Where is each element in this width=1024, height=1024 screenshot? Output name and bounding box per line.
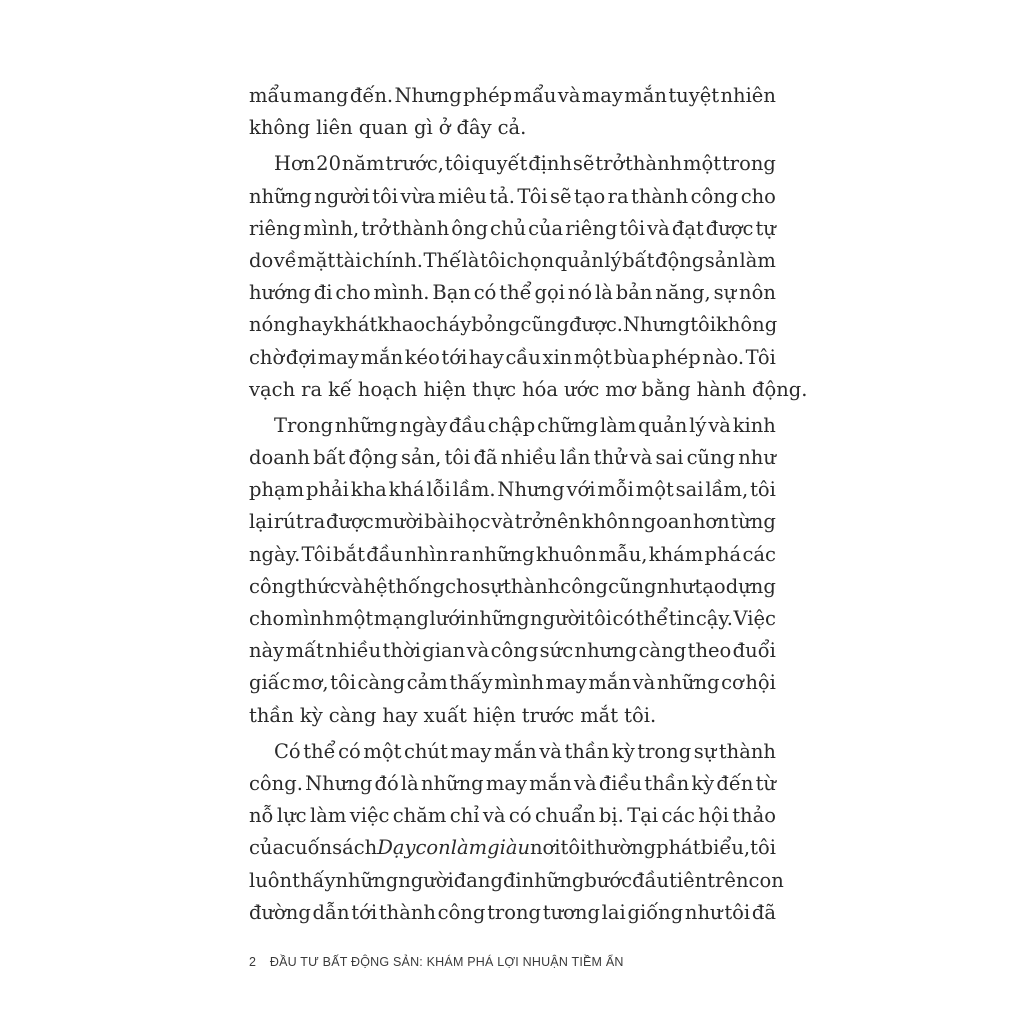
text-line: đường dẫn tới thành công trong tương lai giống như tôi đã xyxy=(249,900,776,924)
text-line: cho mình một mạng lưới những người tôi có thể tin cậy. Việc xyxy=(249,607,776,630)
text-line: Trong những ngày đầu chập chững làm quản lý và kinh xyxy=(274,413,776,437)
text-line: không liên quan gì ở đây cả. xyxy=(249,116,527,140)
text-line: nỗ lực làm việc chăm chỉ và có chuẩn bị. Tại các hội thảo xyxy=(249,804,776,828)
text-line: giấc mơ, tôi càng cảm thấy mình may mắn và những cơ hội xyxy=(249,671,776,695)
running-title: ĐẦU TƯ BẤT ĐỘNG SẢN: KHÁM PHÁ LỢI NHUẬN TIỀM ẨN xyxy=(269,955,624,969)
text-line: công thức và hệ thống cho sự thành công cũng như tạo dựng xyxy=(249,574,776,598)
paragraph xyxy=(249,736,784,929)
text-line: do về mặt tài chính. Thế là tôi chọn quản lý bất động sản làm xyxy=(249,248,776,272)
paragraph xyxy=(249,80,776,144)
text-line: chờ đợi may mắn kéo tới hay cầu xin một bùa phép nào. Tôi xyxy=(249,345,776,369)
text-line: riêng mình, trở thành ông chủ của riêng tôi và đạt được tự xyxy=(249,216,776,240)
paragraph xyxy=(249,148,808,406)
text-line: mẩu mang đến. Nhưng phép mẩu và may mắn tuyệt nhiên xyxy=(249,84,776,107)
text-line: lại rút ra được mười bài học và trở nên khôn ngoan hơn từng xyxy=(249,510,776,534)
text-line: hướng đi cho mình. Bạn có thể gọi nó là bản năng, sự nôn xyxy=(249,281,776,305)
paragraph xyxy=(249,410,776,732)
running-footer xyxy=(249,955,624,969)
text-line: những người tôi vừa miêu tả. Tôi sẽ tạo ra thành công cho xyxy=(249,184,776,208)
text-line: thần kỳ càng hay xuất hiện trước mắt tôi. xyxy=(249,703,657,727)
text-line: phạm phải kha khá lỗi lầm. Nhưng với mỗi một sai lầm, tôi xyxy=(249,478,776,502)
text-line: vạch ra kế hoạch hiện thực hóa ước mơ bằng hành động. xyxy=(249,377,808,401)
page-number: 2 xyxy=(249,955,257,969)
text-line: nóng hay khát khao cháy bỏng cũng được. Nhưng tôi không xyxy=(249,313,778,337)
text-line: công. Nhưng đó là những may mắn và điều thần kỳ đến từ xyxy=(249,771,776,795)
text-line: Có thể có một chút may mắn và thần kỳ trong sự thành xyxy=(274,739,776,763)
body-text xyxy=(249,80,808,929)
text-line: của cuốn sách Dạy con làm giàu nơi tôi thường phát biểu, tôi xyxy=(249,836,776,860)
text-line: ngày. Tôi bắt đầu nhìn ra những khuôn mẫu, khám phá các xyxy=(249,542,776,566)
text-line: Hơn 20 năm trước, tôi quyết định sẽ trở thành một trong xyxy=(274,152,776,176)
text-line: này mất nhiều thời gian và công sức nhưng càng theo đuổi xyxy=(249,639,776,663)
text-line: doanh bất động sản, tôi đã nhiều lần thử và sai cũng như xyxy=(249,446,776,470)
text-line: luôn thấy những người đang đi những bước đầu tiên trên con xyxy=(249,868,784,892)
